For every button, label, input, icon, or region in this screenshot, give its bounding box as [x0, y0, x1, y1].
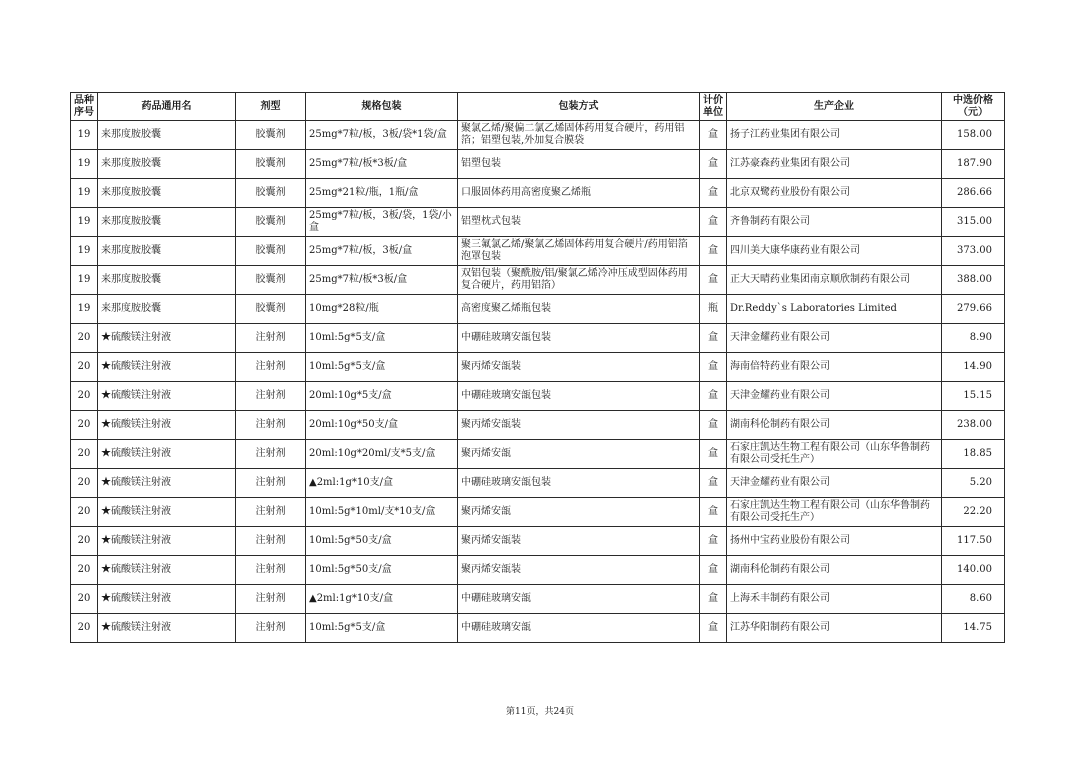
cell-unit: 盒	[700, 324, 727, 353]
cell-name: 来那度胺胶囊	[98, 179, 236, 208]
cell-maker: 上海禾丰制药有限公司	[727, 585, 942, 614]
cell-unit: 盒	[700, 469, 727, 498]
cell-pack: 中硼硅玻璃安瓿	[458, 614, 700, 643]
cell-name: 来那度胺胶囊	[98, 237, 236, 266]
cell-pack: 中硼硅玻璃安瓿	[458, 585, 700, 614]
cell-pack: 聚丙烯安瓿装	[458, 556, 700, 585]
cell-form: 注射剂	[236, 585, 306, 614]
cell-pack: 铝塑包装	[458, 150, 700, 179]
cell-pack: 铝塑枕式包装	[458, 208, 700, 237]
cell-pack: 聚丙烯安瓿装	[458, 411, 700, 440]
cell-maker: 齐鲁制药有限公司	[727, 208, 942, 237]
cell-pack: 聚氯乙烯/聚偏二氯乙烯固体药用复合硬片，药用铝箔；铝塑包装,外加复合膜袋	[458, 121, 700, 150]
cell-maker: 石家庄凯达生物工程有限公司（山东华鲁制药有限公司受托生产）	[727, 440, 942, 469]
cell-unit: 盒	[700, 237, 727, 266]
cell-pack: 中硼硅玻璃安瓿包装	[458, 469, 700, 498]
cell-no: 20	[71, 353, 98, 382]
table-row	[71, 208, 1005, 237]
cell-spec: 20ml:10g*50支/盒	[306, 411, 458, 440]
cell-name: ★硫酸镁注射液	[98, 411, 236, 440]
cell-maker: 湖南科伦制药有限公司	[727, 411, 942, 440]
cell-no: 19	[71, 150, 98, 179]
cell-price: 286.66	[942, 179, 1005, 208]
cell-no: 19	[71, 121, 98, 150]
cell-name: ★硫酸镁注射液	[98, 585, 236, 614]
cell-no: 20	[71, 440, 98, 469]
cell-pack: 聚丙烯安瓿装	[458, 353, 700, 382]
cell-name: ★硫酸镁注射液	[98, 324, 236, 353]
table-row	[71, 585, 1005, 614]
header-name: 药品通用名	[98, 93, 236, 121]
cell-name: 来那度胺胶囊	[98, 266, 236, 295]
cell-no: 19	[71, 237, 98, 266]
cell-no: 20	[71, 614, 98, 643]
cell-maker: 扬子江药业集团有限公司	[727, 121, 942, 150]
cell-spec: 25mg*7粒/板，3板/盒	[306, 237, 458, 266]
cell-form: 注射剂	[236, 614, 306, 643]
cell-unit: 盒	[700, 353, 727, 382]
cell-unit: 盒	[700, 266, 727, 295]
cell-price: 14.75	[942, 614, 1005, 643]
cell-maker: 扬州中宝药业股份有限公司	[727, 527, 942, 556]
cell-price: 158.00	[942, 121, 1005, 150]
cell-maker: 天津金耀药业有限公司	[727, 382, 942, 411]
header-pack: 包装方式	[458, 93, 700, 121]
table-row	[71, 121, 1005, 150]
cell-no: 19	[71, 295, 98, 324]
table-row	[71, 614, 1005, 643]
cell-unit: 盒	[700, 208, 727, 237]
cell-spec: 20ml:10g*20ml/支*5支/盒	[306, 440, 458, 469]
cell-form: 注射剂	[236, 556, 306, 585]
cell-spec: 25mg*7粒/板，3板/袋*1袋/盒	[306, 121, 458, 150]
cell-price: 140.00	[942, 556, 1005, 585]
cell-spec: 25mg*7粒/板，3板/袋，1袋/小盒	[306, 208, 458, 237]
cell-pack: 高密度聚乙烯瓶包装	[458, 295, 700, 324]
cell-no: 20	[71, 324, 98, 353]
cell-no: 20	[71, 527, 98, 556]
cell-form: 胶囊剂	[236, 208, 306, 237]
page-footer: 第11页，共24页	[506, 707, 574, 717]
cell-maker: 北京双鹭药业股份有限公司	[727, 179, 942, 208]
cell-spec: 10mg*28粒/瓶	[306, 295, 458, 324]
cell-name: 来那度胺胶囊	[98, 208, 236, 237]
cell-name: ★硫酸镁注射液	[98, 440, 236, 469]
cell-maker: 石家庄凯达生物工程有限公司（山东华鲁制药有限公司受托生产）	[727, 498, 942, 527]
table-row	[71, 237, 1005, 266]
cell-unit: 盒	[700, 527, 727, 556]
cell-name: ★硫酸镁注射液	[98, 556, 236, 585]
cell-name: ★硫酸镁注射液	[98, 353, 236, 382]
cell-pack: 中硼硅玻璃安瓿包装	[458, 382, 700, 411]
header-price: 中选价格（元）	[942, 93, 1005, 121]
cell-name: ★硫酸镁注射液	[98, 469, 236, 498]
cell-name: ★硫酸镁注射液	[98, 527, 236, 556]
cell-maker: 四川美大康华康药业有限公司	[727, 237, 942, 266]
cell-price: 14.90	[942, 353, 1005, 382]
cell-unit: 盒	[700, 614, 727, 643]
cell-form: 注射剂	[236, 324, 306, 353]
cell-form: 注射剂	[236, 411, 306, 440]
table-row	[71, 295, 1005, 324]
cell-name: 来那度胺胶囊	[98, 121, 236, 150]
cell-form: 注射剂	[236, 440, 306, 469]
cell-form: 胶囊剂	[236, 295, 306, 324]
cell-price: 279.66	[942, 295, 1005, 324]
header-spec: 规格包装	[306, 93, 458, 121]
cell-form: 注射剂	[236, 498, 306, 527]
cell-no: 20	[71, 382, 98, 411]
cell-name: ★硫酸镁注射液	[98, 498, 236, 527]
cell-no: 20	[71, 556, 98, 585]
cell-no: 19	[71, 179, 98, 208]
cell-unit: 盒	[700, 150, 727, 179]
cell-no: 20	[71, 469, 98, 498]
table-row	[71, 440, 1005, 469]
table-row	[71, 353, 1005, 382]
cell-maker: 湖南科伦制药有限公司	[727, 556, 942, 585]
table-row	[71, 179, 1005, 208]
table-row	[71, 469, 1005, 498]
cell-maker: 江苏豪森药业集团有限公司	[727, 150, 942, 179]
cell-price: 388.00	[942, 266, 1005, 295]
cell-form: 胶囊剂	[236, 121, 306, 150]
header-unit: 计价单位	[700, 93, 727, 121]
cell-name: ★硫酸镁注射液	[98, 614, 236, 643]
cell-price: 238.00	[942, 411, 1005, 440]
cell-form: 胶囊剂	[236, 237, 306, 266]
cell-form: 注射剂	[236, 382, 306, 411]
cell-unit: 盒	[700, 498, 727, 527]
table-row	[71, 150, 1005, 179]
cell-price: 373.00	[942, 237, 1005, 266]
cell-no: 20	[71, 411, 98, 440]
cell-maker: 正大天晴药业集团南京顺欣制药有限公司	[727, 266, 942, 295]
cell-spec: 25mg*21粒/瓶，1瓶/盒	[306, 179, 458, 208]
cell-price: 15.15	[942, 382, 1005, 411]
cell-price: 22.20	[942, 498, 1005, 527]
cell-name: 来那度胺胶囊	[98, 150, 236, 179]
cell-maker: 海南倍特药业有限公司	[727, 353, 942, 382]
cell-unit: 盒	[700, 382, 727, 411]
cell-price: 8.90	[942, 324, 1005, 353]
cell-pack: 中硼硅玻璃安瓿包装	[458, 324, 700, 353]
cell-no: 20	[71, 498, 98, 527]
header-maker: 生产企业	[727, 93, 942, 121]
cell-form: 注射剂	[236, 469, 306, 498]
table-row	[71, 411, 1005, 440]
cell-price: 18.85	[942, 440, 1005, 469]
cell-spec: ▲2ml:1g*10支/盒	[306, 585, 458, 614]
cell-no: 19	[71, 266, 98, 295]
header-form: 剂型	[236, 93, 306, 121]
table-row	[71, 324, 1005, 353]
table-row	[71, 498, 1005, 527]
cell-unit: 盒	[700, 585, 727, 614]
cell-spec: 25mg*7粒/板*3板/盒	[306, 150, 458, 179]
cell-pack: 聚丙烯安瓿	[458, 498, 700, 527]
cell-pack: 口服固体药用高密度聚乙烯瓶	[458, 179, 700, 208]
cell-form: 注射剂	[236, 527, 306, 556]
cell-unit: 盒	[700, 411, 727, 440]
cell-spec: 25mg*7粒/板*3板/盒	[306, 266, 458, 295]
cell-form: 胶囊剂	[236, 179, 306, 208]
cell-unit: 盒	[700, 179, 727, 208]
drug-table	[70, 92, 1005, 643]
cell-maker: Dr.Reddy`s Laboratories Limited	[727, 295, 942, 324]
cell-spec: 10ml:5g*5支/盒	[306, 614, 458, 643]
table-row	[71, 266, 1005, 295]
cell-name: 来那度胺胶囊	[98, 295, 236, 324]
cell-unit: 盒	[700, 440, 727, 469]
table-row	[71, 382, 1005, 411]
cell-pack: 聚三氟氯乙烯/聚氯乙烯固体药用复合硬片/药用铝箔泡罩包装	[458, 237, 700, 266]
cell-price: 315.00	[942, 208, 1005, 237]
table-row	[71, 527, 1005, 556]
table-row	[71, 556, 1005, 585]
cell-maker: 天津金耀药业有限公司	[727, 324, 942, 353]
cell-spec: 20ml:10g*5支/盒	[306, 382, 458, 411]
header-no: 品种序号	[71, 93, 98, 121]
cell-form: 胶囊剂	[236, 266, 306, 295]
cell-unit: 盒	[700, 121, 727, 150]
cell-spec: 10ml:5g*5支/盒	[306, 324, 458, 353]
cell-pack: 聚丙烯安瓿	[458, 440, 700, 469]
cell-spec: 10ml:5g*50支/盒	[306, 556, 458, 585]
cell-pack: 聚丙烯安瓿装	[458, 527, 700, 556]
cell-name: ★硫酸镁注射液	[98, 382, 236, 411]
table-header-row	[71, 93, 1005, 121]
cell-spec: 10ml:5g*50支/盒	[306, 527, 458, 556]
cell-spec: ▲2ml:1g*10支/盒	[306, 469, 458, 498]
cell-form: 注射剂	[236, 353, 306, 382]
cell-no: 20	[71, 585, 98, 614]
cell-price: 8.60	[942, 585, 1005, 614]
cell-form: 胶囊剂	[236, 150, 306, 179]
cell-maker: 江苏华阳制药有限公司	[727, 614, 942, 643]
cell-unit: 盒	[700, 556, 727, 585]
cell-price: 5.20	[942, 469, 1005, 498]
cell-unit: 瓶	[700, 295, 727, 324]
cell-spec: 10ml:5g*10ml/支*10支/盒	[306, 498, 458, 527]
cell-no: 19	[71, 208, 98, 237]
cell-pack: 双铝包装（聚酰胺/铝/聚氯乙烯冷冲压成型固体药用复合硬片，药用铝箔）	[458, 266, 700, 295]
cell-spec: 10ml:5g*5支/盒	[306, 353, 458, 382]
cell-price: 117.50	[942, 527, 1005, 556]
cell-price: 187.90	[942, 150, 1005, 179]
cell-maker: 天津金耀药业有限公司	[727, 469, 942, 498]
